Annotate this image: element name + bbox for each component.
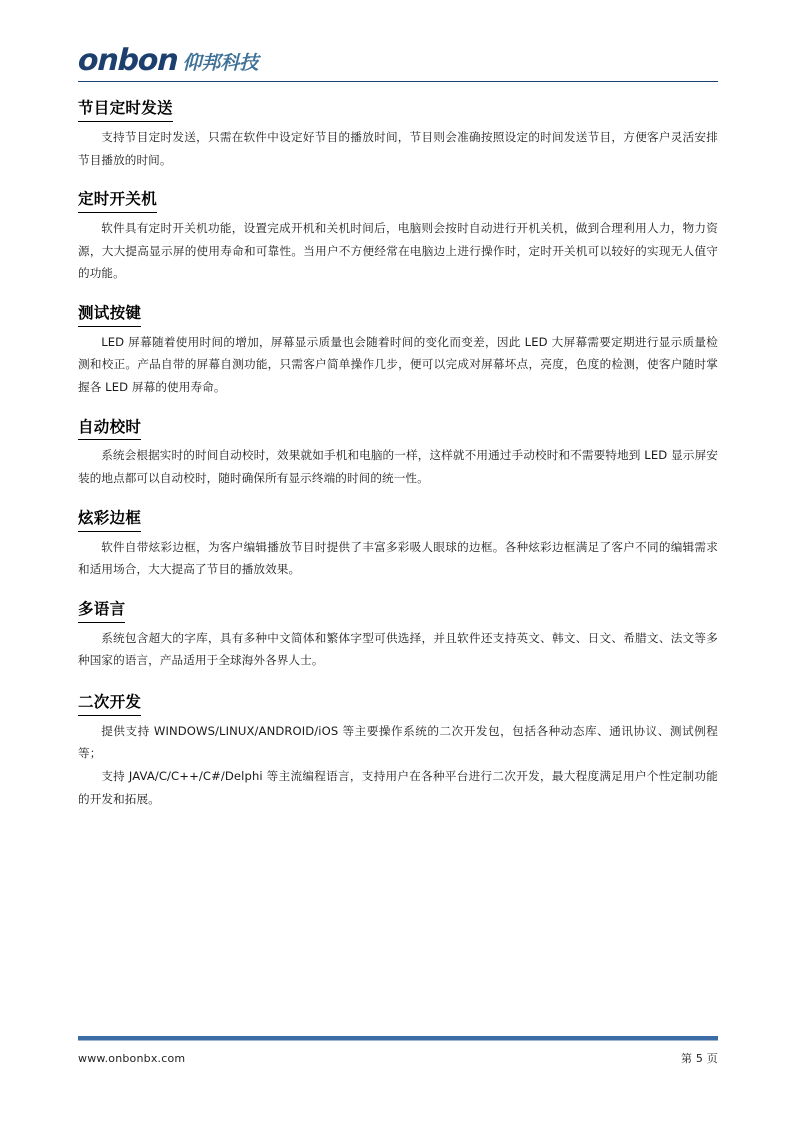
section-auto-time-sync	[78, 417, 718, 490]
section-paragraph: 系统会根据实时的时间自动校时，效果就如手机和电脑的一样，这样就不用通过手动校时和不需要特地到 LED 显示屏安装的地点都可以自动校时，随时确保所有显示终端的时间的统一性。	[78, 448, 718, 486]
page-header	[77, 43, 718, 88]
section-spacer	[78, 492, 718, 508]
footer-website-url: www.onbonbx.com	[78, 1051, 186, 1065]
section-multi-language	[78, 599, 718, 672]
section-spacer	[78, 401, 718, 417]
section-spacer	[78, 674, 718, 692]
page-footer	[78, 1036, 718, 1066]
section-heading: 自动校时	[78, 417, 141, 441]
logo-chinese-name: 仰邦科技	[182, 52, 259, 74]
company-logo	[77, 43, 718, 78]
section-heading: 多语言	[78, 599, 125, 623]
section-paragraph: 系统包含超大的字库，具有多种中文简体和繁体字型可供选择，并且软件还支持英文、韩文、日文、希腊文、法文等多种国家的语言，产品适用于全球海外各界人士。	[78, 630, 718, 668]
footer-divider	[78, 1036, 718, 1041]
section-paragraph: 支持 JAVA/C/C++/C#/Delphi 等主流编程语言，支持用户在各种平台进行二次开发，最大程度满足用户个性定制功能的开发和拓展。	[78, 768, 718, 806]
section-secondary-development	[78, 692, 718, 810]
section-paragraph: 软件自带炫彩边框，为客户编辑播放节目时提供了丰富多彩吸人眼球的边框。各种炫彩边框满足了客户不同的编辑需求和适用场合，大大提高了节目的播放效果。	[78, 539, 718, 577]
section-heading: 二次开发	[78, 692, 141, 716]
section-paragraph: LED 屏幕随着使用时间的增加，屏幕显示质量也会随着时间的变化而变差，因此 LED 大屏幕需要定期进行显示质量检测和校正。产品自带的屏幕自测功能，只需客户简单操作几步，便可以完成对屏幕坏点，亮度，色度的检测，使客户随时掌握各 LED 屏幕的使用寿命。	[78, 334, 718, 394]
section-colorful-border	[78, 508, 718, 581]
section-spacer	[78, 287, 718, 303]
page-number: 第 5 页	[681, 1052, 718, 1065]
section-node-timing-send	[78, 98, 718, 171]
section-heading: 测试按键	[78, 303, 141, 327]
section-spacer	[78, 173, 718, 189]
section-paragraph: 提供支持 WINDOWS/LINUX/ANDROID/iOS 等主要操作系统的二次开发包，包括各种动态库、通讯协议、测试例程等；	[78, 723, 718, 761]
section-heading: 节目定时发送	[78, 98, 173, 122]
footer-row	[78, 1050, 718, 1066]
section-spacer	[78, 583, 718, 599]
header-divider	[78, 81, 718, 82]
section-paragraph: 支持节目定时发送，只需在软件中设定好节目的播放时间，节目则会准确按照设定的时间发送节目，方便客户灵活安排节目播放的时间。	[78, 129, 718, 167]
logo-wordmark: onbon	[77, 43, 179, 78]
document-body	[78, 98, 718, 812]
section-paragraph: 软件具有定时开关机功能，设置完成开机和关机时间后，电脑则会按时自动进行开机关机，做到合理利用人力，物力资源，大大提高显示屏的使用寿命和可靠性。当用户不方便经常在电脑边上进行操作时，定时开关机可以较好的实现无人值守的功能。	[78, 221, 718, 281]
section-test-key	[78, 303, 718, 399]
section-scheduled-power	[78, 189, 718, 285]
section-heading: 炫彩边框	[78, 508, 141, 532]
section-heading: 定时开关机	[78, 189, 157, 213]
